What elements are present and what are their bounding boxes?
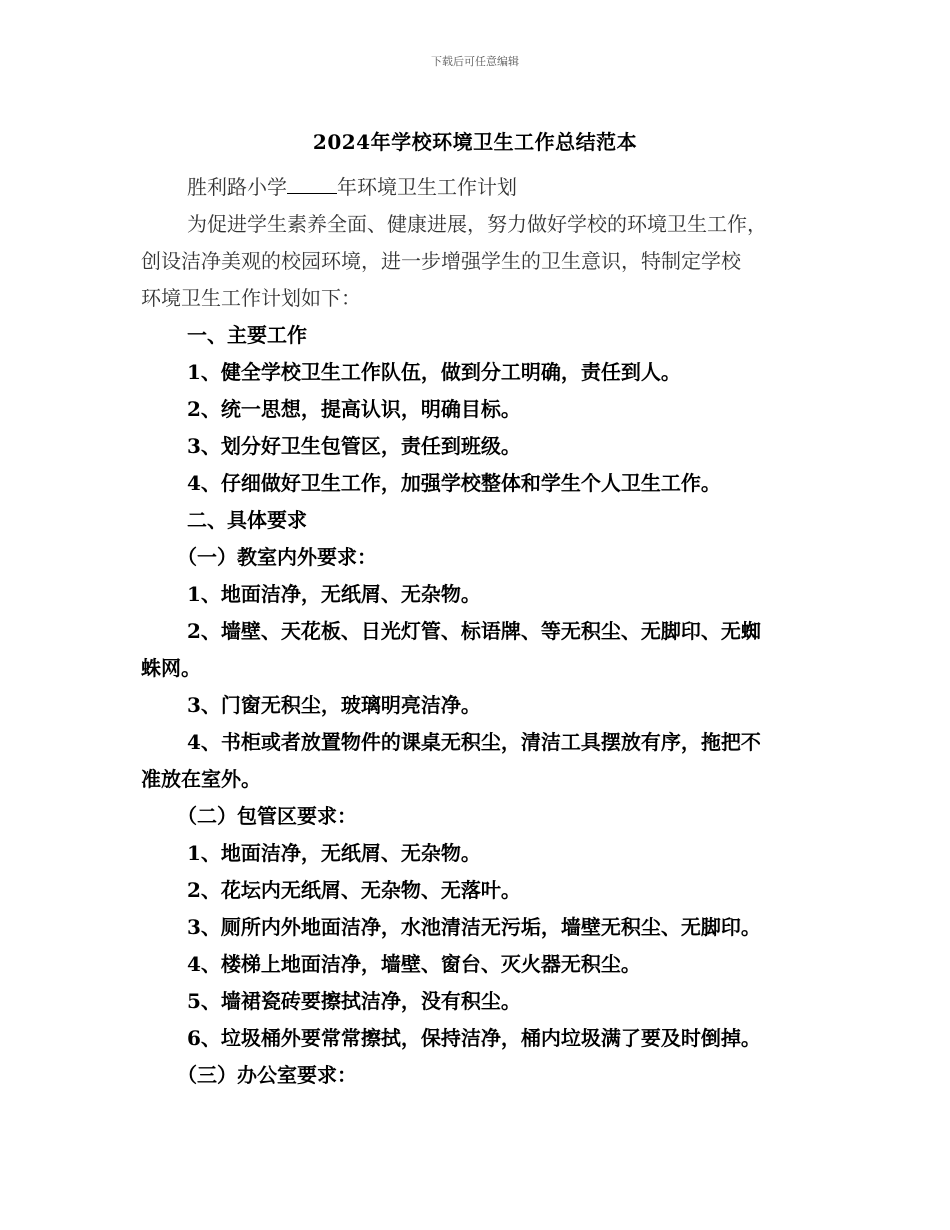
intro-line: 创设洁净美观的校园环境，进一步增强学生的卫生意识，特制定学校	[141, 249, 741, 273]
list-item: 3、厕所内外地面洁净，水池清洁无污垢，墙壁无积尘、无脚印。	[187, 915, 761, 939]
list-item: 6、垃圾桶外要常常擦拭，保持洁净，桶内垃圾满了要及时倒掉。	[187, 1026, 761, 1050]
subsection-heading: （二）包管区要求：	[177, 804, 357, 828]
list-item: 2、统一思想，提高认识，明确目标。	[187, 397, 521, 421]
subsection-heading: （三）办公室要求：	[177, 1063, 357, 1087]
subsection-heading: （一）教室内外要求：	[177, 545, 377, 569]
list-item: 5、墙裙瓷砖要擦拭洁净，没有积尘。	[187, 989, 521, 1013]
list-item: 1、健全学校卫生工作队伍，做到分工明确，责任到人。	[187, 360, 681, 384]
page-header-note: 下载后可任意编辑	[431, 55, 519, 68]
document-title: 2024年学校环境卫生工作总结范本	[312, 130, 638, 154]
intro-line: 环境卫生工作计划如下：	[141, 286, 361, 310]
list-item: 3、划分好卫生包管区，责任到班级。	[187, 434, 521, 458]
plan-name: 年环境卫生工作计划	[337, 175, 517, 199]
plan-subtitle	[187, 175, 517, 199]
list-item: 4、楼梯上地面洁净，墙壁、窗台、灭火器无积尘。	[187, 952, 641, 976]
list-item: 2、花坛内无纸屑、无杂物、无落叶。	[187, 878, 521, 902]
list-item: 3、门窗无积尘，玻璃明亮洁净。	[187, 693, 481, 717]
list-item: 1、地面洁净，无纸屑、无杂物。	[187, 841, 481, 865]
intro-line: 为促进学生素养全面、健康进展，努力做好学校的环境卫生工作，	[187, 212, 767, 236]
list-item: 2、墙壁、天花板、日光灯管、标语牌、等无积尘、无脚印、无蜘	[187, 619, 761, 643]
section-heading: 二、具体要求	[187, 508, 307, 532]
section-heading: 一、主要工作	[187, 323, 307, 347]
list-item: 4、仔细做好卫生工作，加强学校整体和学生个人卫生工作。	[187, 471, 721, 495]
list-item: 1、地面洁净，无纸屑、无杂物。	[187, 582, 481, 606]
list-item: 4、书柜或者放置物件的课桌无积尘，清洁工具摆放有序，拖把不	[187, 730, 761, 754]
list-item-continuation: 蛛网。	[141, 656, 201, 680]
school-name: 胜利路小学	[187, 175, 287, 199]
list-item-continuation: 准放在室外。	[141, 767, 261, 791]
year-blank	[287, 175, 337, 194]
